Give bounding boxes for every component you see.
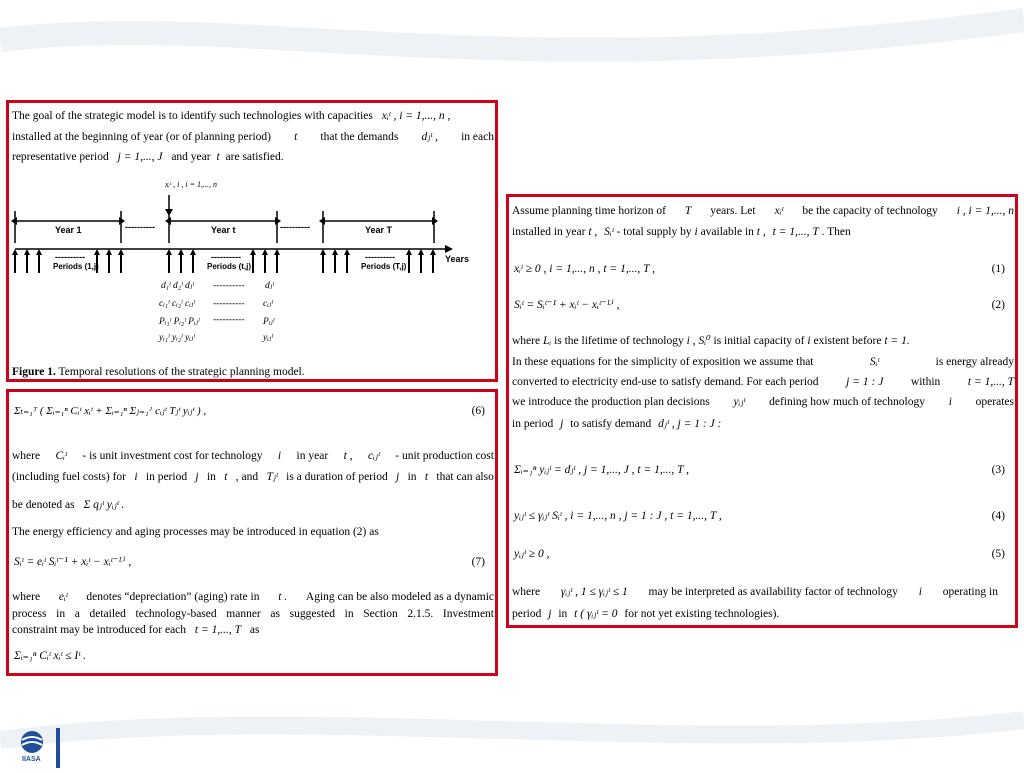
body-text: - total supply by bbox=[616, 226, 692, 238]
year-range: t = 1,..., T bbox=[772, 226, 819, 238]
body-text: in period bbox=[512, 418, 554, 430]
body-text: is initial capacity of bbox=[713, 335, 805, 347]
body-text: - is unit investment cost for technology bbox=[82, 450, 263, 462]
horizon-line-1 bbox=[512, 201, 1014, 221]
body-text: within bbox=[910, 376, 941, 388]
intro-text: that the demands bbox=[320, 131, 399, 143]
tech-variable: i bbox=[694, 226, 698, 238]
investment-constraint: Σᵢ₌₁ⁿ Cᵢᵗ xᵢᵗ ≤ Iᵗ . bbox=[14, 650, 86, 662]
body-text: in period bbox=[145, 471, 188, 483]
start-year: t = 1. bbox=[884, 335, 910, 347]
dash-separator: ---------- bbox=[213, 315, 245, 325]
production-plan-line bbox=[512, 392, 1014, 412]
body-text: in year bbox=[296, 450, 329, 462]
body-text: in bbox=[407, 471, 417, 483]
supply-variable: Sᵢᵗ bbox=[604, 226, 614, 238]
dash-separator: ---------- bbox=[213, 299, 245, 309]
lifetime-variable: Lᵢ bbox=[542, 335, 552, 347]
period-range: j = 1,..., J bbox=[117, 151, 163, 163]
body-text: . Then bbox=[821, 226, 851, 238]
tech-variable: i bbox=[918, 586, 922, 598]
intro-text: in each bbox=[461, 131, 494, 143]
demand-line bbox=[512, 414, 721, 434]
body-text: In these equations for the simplicity of exposition we assume that bbox=[512, 356, 814, 368]
body-text: operates bbox=[975, 396, 1014, 408]
body-text: in bbox=[206, 471, 216, 483]
period-variable: j bbox=[548, 608, 552, 620]
body-text: for not yet existing technologies). bbox=[624, 608, 780, 620]
year-variable: t , bbox=[588, 226, 598, 238]
year-variable: t bbox=[216, 151, 220, 163]
body-text: (including fuel costs) for bbox=[12, 471, 127, 483]
intro-text: representative period bbox=[12, 151, 109, 163]
production-variable: yᵢⱼᵗ bbox=[733, 396, 746, 408]
tech-variable: i , bbox=[686, 335, 696, 347]
lifetime-line bbox=[512, 331, 910, 351]
body-text: to satisfy demand bbox=[570, 418, 652, 430]
duration-variable: Tⱼᵗ bbox=[266, 471, 278, 483]
body-text: period bbox=[512, 608, 542, 620]
body-text: where bbox=[12, 591, 41, 603]
body-text: Assume planning time horizon of bbox=[512, 205, 666, 217]
body-text: operating in bbox=[942, 586, 998, 598]
body-text: denotes “depreciation” (aging) rate in bbox=[86, 591, 260, 603]
periods-1-label: Periods (1,j) bbox=[53, 262, 99, 271]
body-text: is a duration of period bbox=[286, 471, 388, 483]
dash-separator: ---------- bbox=[125, 222, 155, 232]
equation-5-number: (5) bbox=[991, 548, 1005, 560]
body-text: in bbox=[558, 608, 568, 620]
equation-5: yᵢⱼᵗ ≥ 0 , bbox=[514, 548, 550, 560]
availability-variable: γᵢⱼᵗ , 1 ≤ γᵢⱼᵗ ≤ 1 bbox=[560, 586, 628, 598]
equation-6: Σₜ₌₁ᵀ ( Σᵢ₌₁ⁿ Cᵢᵗ xᵢᵗ + Σᵢ₌₁ⁿ Σⱼ₌₁ᴶ cᵢⱼᵗ Tⱼᵗ yᵢⱼᵗ ) , bbox=[14, 405, 207, 417]
equation-7-number: (7) bbox=[471, 556, 485, 568]
availability-line-1 bbox=[512, 582, 998, 602]
intro-text: installed at the beginning of year (or of planning period) bbox=[12, 131, 271, 143]
year-range: t = 1,..., T bbox=[194, 624, 242, 636]
caption-label: Figure 1. bbox=[12, 366, 56, 378]
body-text: be denoted as bbox=[12, 499, 75, 511]
tech-variable: i bbox=[277, 450, 282, 462]
body-text: that can also bbox=[436, 471, 494, 483]
production-row: yᵢ₁ᵗ yᵢ₂ᵗ yᵢⱼᵗ bbox=[159, 333, 195, 343]
period-variable: j bbox=[396, 471, 400, 483]
horizon-variable: T bbox=[684, 205, 692, 217]
demand-row-end: dⱼᵗ bbox=[265, 281, 274, 291]
cost-definition-line-3 bbox=[12, 495, 124, 515]
demand-row: d₁ᵗ d₂ᵗ dⱼᵗ bbox=[161, 281, 194, 291]
intro-text: and year bbox=[171, 151, 211, 163]
objective-panel bbox=[6, 389, 498, 676]
cost-row: cᵢ₁ᵗ cᵢ₂ᵗ cᵢⱼᵗ bbox=[159, 299, 195, 309]
demand-variable: dⱼᵗ , j = 1 : J : bbox=[658, 418, 722, 430]
dash-separator: ---------- bbox=[55, 252, 85, 262]
body-text: is the lifetime of technology bbox=[554, 335, 684, 347]
energy-efficiency-text: The energy efficiency and aging processes may be introduced in equation (2) as bbox=[12, 526, 379, 538]
capacity-variable: xᵢᵗ bbox=[774, 205, 784, 217]
availability-line-2 bbox=[512, 604, 779, 624]
tech-range: i , i = 1,..., n bbox=[956, 205, 1014, 217]
equation-7: Sᵢᵗ = eᵢᵗ Sᵢᵗ⁻¹ + xᵢᵗ − xᵢᵗ⁻ᴸⁱ , bbox=[14, 556, 132, 568]
body-text: available in bbox=[700, 226, 754, 238]
dash-separator: ---------- bbox=[211, 252, 241, 262]
body-text: we introduce the production plan decisions bbox=[512, 396, 710, 408]
tech-variable: i bbox=[134, 471, 138, 483]
cost-definition-line-1 bbox=[12, 446, 494, 466]
equation-4: yᵢⱼᵗ ≤ γᵢⱼᵗ Sᵢᵗ , i = 1,..., n , j = 1 : J , t = 1,..., T , bbox=[514, 510, 722, 522]
intro-text: are satisfied. bbox=[225, 151, 284, 163]
year-variable: t bbox=[224, 471, 228, 483]
price-row-end: Pᵢⱼᵗ bbox=[263, 317, 275, 327]
body-text: may be interpreted as availability factor of technology bbox=[648, 586, 898, 598]
production-row-end: yᵢⱼᵗ bbox=[263, 333, 273, 343]
year-variable: t , bbox=[756, 226, 766, 238]
body-text: years. Let bbox=[710, 205, 756, 217]
invest-cost-variable: Cᵢᵗ bbox=[55, 450, 67, 462]
equation-2-number: (2) bbox=[991, 299, 1005, 311]
periods-t-label: Periods (t,j) bbox=[207, 262, 252, 271]
capacity-variable: xᵢᵗ , i = 1,..., n , bbox=[381, 110, 451, 122]
body-text: existent before bbox=[813, 335, 882, 347]
period-variable: j bbox=[560, 418, 564, 430]
availability-zero: t ( γᵢⱼᵗ = 0 bbox=[574, 608, 618, 620]
body-text: converted to electricity end-use to satisfy demand. For each period bbox=[512, 376, 819, 388]
year-variable: t . bbox=[278, 591, 288, 603]
year-T-label: Year T bbox=[365, 225, 393, 235]
period-range: j = 1 : J bbox=[846, 376, 884, 388]
duration-sum: Σ qⱼᵗ yᵢⱼᵗ . bbox=[83, 499, 125, 511]
tech-variable: i bbox=[807, 335, 811, 347]
model-panel bbox=[506, 194, 1018, 628]
horizon-line-2 bbox=[512, 222, 851, 242]
body-text: defining how much of technology bbox=[769, 396, 925, 408]
year-1-label: Year 1 bbox=[55, 225, 82, 235]
caption-text: Temporal resolutions of the strategic planning model. bbox=[58, 366, 305, 378]
body-text: Aging can be also modeled as a dynamic bbox=[305, 591, 494, 603]
depreciation-line-3 bbox=[12, 620, 259, 640]
tech-variable: i bbox=[948, 396, 952, 408]
body-text: , and bbox=[235, 471, 259, 483]
cost-definition-line-2 bbox=[12, 467, 494, 487]
simplicity-line bbox=[512, 352, 1014, 372]
year-t-label: Year t bbox=[211, 225, 236, 235]
body-text: where bbox=[12, 450, 41, 462]
year-range: t = 1,..., T bbox=[967, 376, 1014, 388]
timeline-diagram bbox=[9, 103, 495, 379]
body-text: where bbox=[512, 335, 541, 347]
body-text: constraint may be introduced for each bbox=[12, 624, 187, 636]
years-axis-label: Years bbox=[445, 254, 470, 264]
equation-1-number: (1) bbox=[991, 263, 1005, 275]
period-variable: j bbox=[195, 471, 199, 483]
equation-4-number: (4) bbox=[991, 510, 1005, 522]
equation-1: xᵢᵗ ≥ 0 , i = 1,..., n , t = 1,..., T , bbox=[514, 263, 656, 275]
equation-6-number: (6) bbox=[471, 405, 485, 417]
depreciation-variable: eᵢᵗ bbox=[58, 591, 68, 603]
supply-variable: Sᵢᵗ bbox=[869, 356, 880, 368]
intro-text: The goal of the strategic model is to identify such technologies with capacities bbox=[12, 110, 373, 122]
dash-separator: ---------- bbox=[213, 281, 245, 291]
equation-3: Σᵢ₌₁ⁿ yᵢⱼᵗ = dⱼᵗ , j = 1,..., J , t = 1,..., T , bbox=[514, 464, 690, 476]
demand-variable: dⱼᵗ , bbox=[421, 131, 438, 143]
cost-row-end: cᵢⱼᵗ bbox=[263, 299, 273, 309]
dash-separator: ---------- bbox=[280, 222, 310, 232]
prod-cost-variable: cᵢⱼᵗ bbox=[367, 450, 380, 462]
dash-separator: ---------- bbox=[365, 252, 395, 262]
conversion-line bbox=[512, 372, 1014, 392]
figure-caption bbox=[12, 362, 305, 382]
figure-panel bbox=[6, 100, 498, 382]
equation-3-number: (3) bbox=[991, 464, 1005, 476]
body-text: as bbox=[249, 624, 260, 636]
body-text: - unit production cost bbox=[395, 450, 494, 462]
body-text: be the capacity of technology bbox=[802, 205, 938, 217]
body-text: where bbox=[512, 586, 541, 598]
body-text: is energy already bbox=[935, 356, 1014, 368]
depreciation-line-2: process in a detailed technology-based manner as suggested in Section 2.1.5. Investment bbox=[12, 608, 494, 620]
year-variable: t bbox=[424, 471, 429, 483]
year-variable: t , bbox=[343, 450, 353, 462]
capacity-arrow-label: xᵢᵗ , i , i = 1,..., n bbox=[165, 180, 218, 189]
iiasa-logo bbox=[18, 728, 66, 773]
year-variable: t bbox=[294, 131, 298, 143]
initial-capacity-variable: Sᵢ⁰ bbox=[698, 335, 711, 347]
logo-text: IIASA bbox=[22, 756, 41, 763]
periods-T-label: Periods (T,j) bbox=[361, 262, 407, 271]
body-text: installed in year bbox=[512, 226, 586, 238]
price-row: Pᵢ₁ᵗ Pᵢ₂ᵗ Pᵢⱼᵗ bbox=[159, 317, 200, 327]
equation-2: Sᵢᵗ = Sᵢᵗ⁻¹ + xᵢᵗ − xᵢᵗ⁻ᴸⁱ , bbox=[514, 299, 620, 311]
